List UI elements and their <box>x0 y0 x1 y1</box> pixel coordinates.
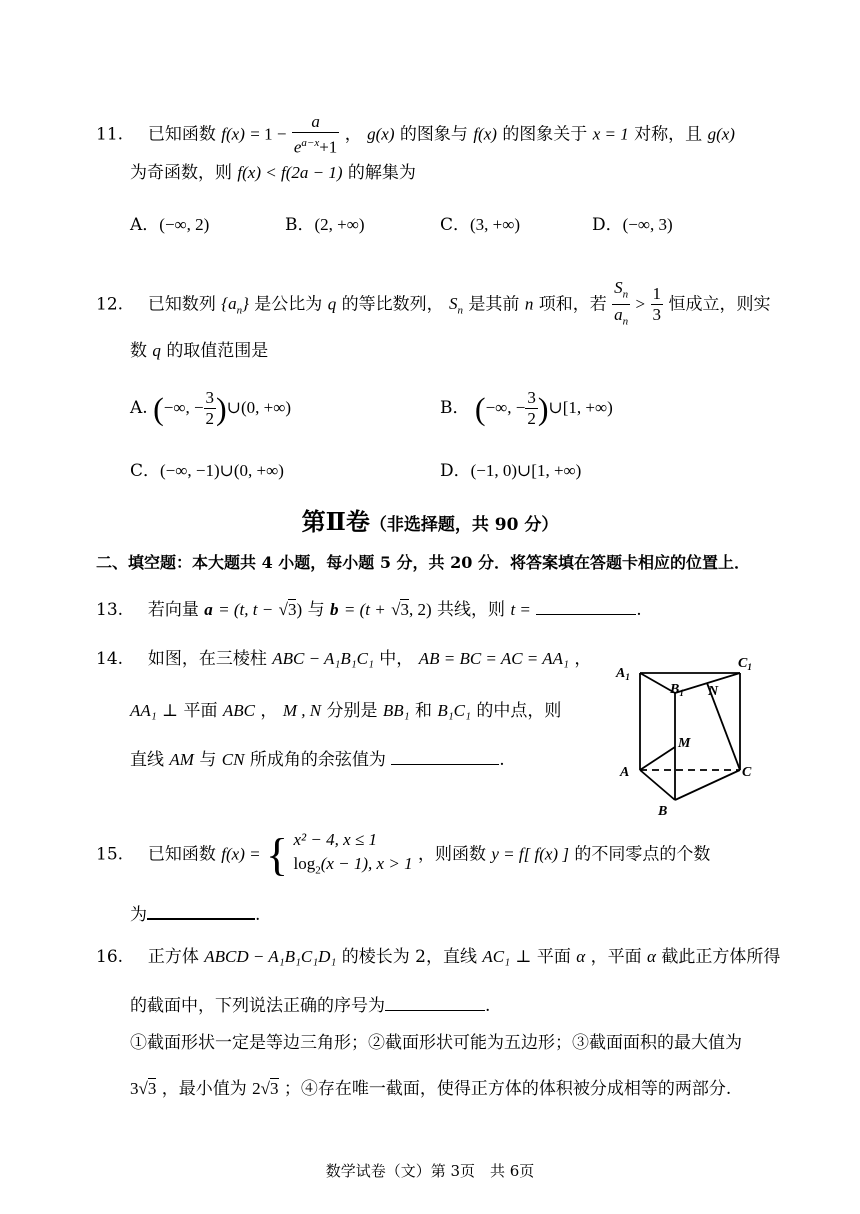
q11-line2: 为奇函数，则 f(x) < f(2a − 1) 的解集为 <box>130 163 416 183</box>
q16-line4: 3√3 ，最小值为 2√3 ；④存在唯一截面，使得正方体的体积被分成相等的两部分. <box>130 1079 732 1099</box>
q12-fraction-sn-an: $\frac{S_n}{a_n}$ <box>614 278 629 328</box>
q16-answer-blank[interactable] <box>385 994 485 1011</box>
q11-option-c: C．(3, +∞) <box>440 215 521 235</box>
q13-answer-blank[interactable] <box>536 598 636 615</box>
q14-answer-blank[interactable] <box>391 748 499 765</box>
q16-line2: 的截面中，下列说法正确的序号为 . <box>130 996 491 1016</box>
q14-line1: 14. 如图，在三棱柱 ABC − A₁B₁C₁ 中， AB = BC = AC = AA₁ ， <box>96 649 592 669</box>
q16-line1: 16. 正方体 ABCD − A₁B₁C₁D₁ 的棱长为 2，直线 AC₁ ⊥ 平面 α ，平面 α 截此正方体所得 <box>96 947 781 967</box>
q12-option-c: C．(−∞, −1)∪(0, +∞) <box>130 461 284 481</box>
piecewise-cases: x² − 4, x ≤ 1 $\log_2(x - 1)$, x > 1 <box>293 830 413 877</box>
prism-figure <box>610 655 770 825</box>
q15-answer-blank[interactable] <box>147 902 255 920</box>
section-title: 第Ⅱ卷（非选择题，共 90 分） <box>301 507 559 536</box>
label-M: M <box>678 736 691 751</box>
label-A1: $A_1$ <box>616 666 630 682</box>
label-N: N <box>708 684 719 699</box>
q12-option-a: A. (−∞, − $\frac{3}{2}$ )∪(0, +∞) <box>130 388 291 428</box>
part2-header: 二、填空题：本大题共 4 小题，每小题 5 分，共 20 分．将答案填在答题卡相应的位置上． <box>96 553 750 572</box>
q11-option-a: A．(−∞, 2) <box>130 215 210 235</box>
q12-option-b: B． (−∞, − $\frac{3}{2}$ )∪[1, +∞) <box>440 388 613 428</box>
q16-line3: ①截面形状一定是等边三角形；②截面形状可能为五边形；③截面面积的最大值为 <box>130 1033 742 1053</box>
q13-line: 13. 若向量 a = (t, t − √3) 与 b = (t + √3, 2) 共线，则 t = . <box>96 600 642 620</box>
q12-line1: 12. 已知数列 $\{a_n\}$ 是公比为 q 的等比数列， $S_n$ 是其前 n 项和，若 $\frac{S_n}{a_n}$ > $\frac{1}{3}$ 恒成立，则实 <box>96 278 770 332</box>
q14-line2: AA₁ ⊥ 平面 ABC ， M , N 分别是 BB₁ 和 B₁C₁ 的中点，则 <box>130 701 562 721</box>
q11-option-b: B．(2, +∞) <box>285 215 365 235</box>
q12-number: 12. <box>96 294 124 315</box>
q14-line3: 直线 AM 与 CN 所成角的余弦值为 . <box>130 750 505 770</box>
label-B1: $B_1$ <box>670 682 684 698</box>
q15-line2: 为 . <box>130 902 260 926</box>
q12-fraction-one-third: $\frac{1}{3}$ <box>652 284 662 325</box>
q11-fraction: $\frac{a}{e^{a-x}+1}$ <box>293 112 338 157</box>
label-B: B <box>658 804 668 819</box>
label-C1: $C_1$ <box>738 656 752 672</box>
label-C: C <box>742 765 752 780</box>
q11-number: 11. <box>96 124 124 145</box>
q15-line1: 15. 已知函数 f(x) = { x² − 4, x ≤ 1 $\log_2(x - 1)$, x > 1 ，则函数 y = f[ f(x) ] 的不同零点的个数 <box>96 828 710 880</box>
q11-line1: 11. 已知函数 f(x) = 1 − $\frac{a}{e^{a-x}+1}$ ， g(x) 的图象与 f(x) 的图象关于 x = 1 对称，且 g(x) <box>96 112 735 157</box>
q11-option-d: D．(−∞, 3) <box>592 215 673 235</box>
q12-line2: 数 q 的取值范围是 <box>130 341 269 361</box>
page-footer: 数学试卷（文）第 3页 共 6页 <box>325 1162 535 1180</box>
label-A: A <box>620 765 630 780</box>
q12-option-d: D．(−1, 0)∪[1, +∞) <box>440 461 582 481</box>
